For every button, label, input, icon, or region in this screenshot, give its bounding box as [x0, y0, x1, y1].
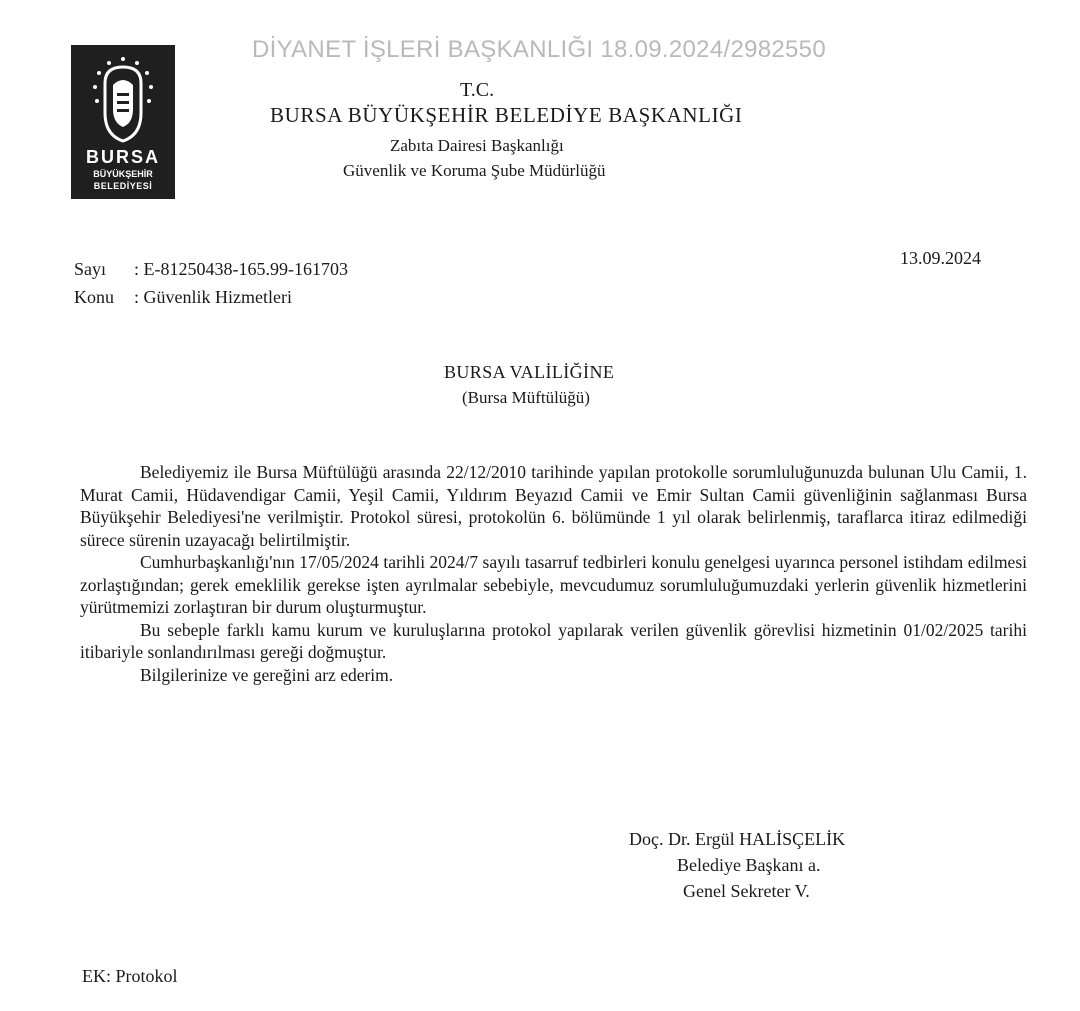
- header-department: Zabıta Dairesi Başkanlığı: [390, 136, 564, 155]
- letter-body: [80, 461, 1027, 686]
- body-paragraph-1: Belediyemiz ile Bursa Müftülüğü arasında 22/12/2010 tarihinde yapılan protokolle sorumluluğunuzda bulunan Ulu Camii, 1. Murat Camii, Hüdavendigar Camii, Yeşil Camii, Yıldırım Beyazıd Camii ve Emir Sultan Camii güvenliğinin sağlanması Bursa Büyükşehir Belediyesi'ne verilmiştir. Protokol süresi, protokolün 6. bölümünde 1 yıl olarak belirlenmiş, taraflarca itiraz edilmediği sürece sürenin uzayacağı belirtilmiştir.: [80, 462, 1027, 550]
- sayi-row: [74, 259, 348, 280]
- logo-text-bursa: BURSA: [85, 147, 160, 167]
- header-organization: BURSA BÜYÜKŞEHİR BELEDİYE BAŞKANLIĞI: [270, 103, 743, 127]
- konu-value: : Güvenlik Hizmetleri: [134, 287, 292, 307]
- document-date: 13.09.2024: [900, 248, 981, 268]
- logo-text-belediyesi: BELEDİYESİ: [93, 181, 153, 191]
- header-sub-department: Güvenlik ve Koruma Şube Müdürlüğü: [343, 161, 606, 180]
- konu-row: [74, 287, 292, 308]
- sayi-value: : E-81250438-165.99-161703: [134, 259, 348, 279]
- header-tc: T.C.: [460, 79, 495, 101]
- body-closing: Bilgilerinize ve gereğini arz ederim.: [140, 664, 394, 685]
- document-watermark: DİYANET İŞLERİ BAŞKANLIĞI 18.09.2024/2982550: [252, 36, 826, 63]
- signatory-title-2: Genel Sekreter V.: [683, 881, 810, 901]
- signatory-name: Doç. Dr. Ergül HALİSÇELİK: [629, 829, 846, 849]
- body-paragraph-2: Cumhurbaşkanlığı'nın 17/05/2024 tarihli 2024/7 sayılı tasarruf tedbirleri konulu genelgesi uyarınca personel istihdam edilmesi zorlaştığından; gerek emeklilik gerekse işten ayrılmalar sebebiyle, mevcudumuz sorumluluğumuzdaki yerlerin güvenlik hizmetlerini yürütmemizi zorlaştıran bir durum oluşturmuştur.: [80, 552, 1027, 617]
- sayi-label: Sayı: [74, 259, 107, 279]
- municipality-emblem-icon: [91, 53, 155, 145]
- addressee: BURSA VALİLİĞİNE: [444, 362, 615, 382]
- signatory-title-1: Belediye Başkanı a.: [677, 855, 821, 875]
- bursa-municipality-logo: [71, 45, 175, 199]
- attachment-note: EK: Protokol: [82, 966, 178, 986]
- logo-text-buyuksehir: BÜYÜKŞEHİR: [93, 169, 153, 179]
- addressee-subtitle: (Bursa Müftülüğü): [462, 388, 590, 407]
- konu-label: Konu: [74, 287, 114, 307]
- body-paragraph-3: Bu sebeple farklı kamu kurum ve kuruluşlarına protokol yapılarak verilen güvenlik görevlisi hizmetinin 01/02/2025 tarihi itibariyle sonlandırılması gereği doğmuştur.: [80, 619, 1027, 662]
